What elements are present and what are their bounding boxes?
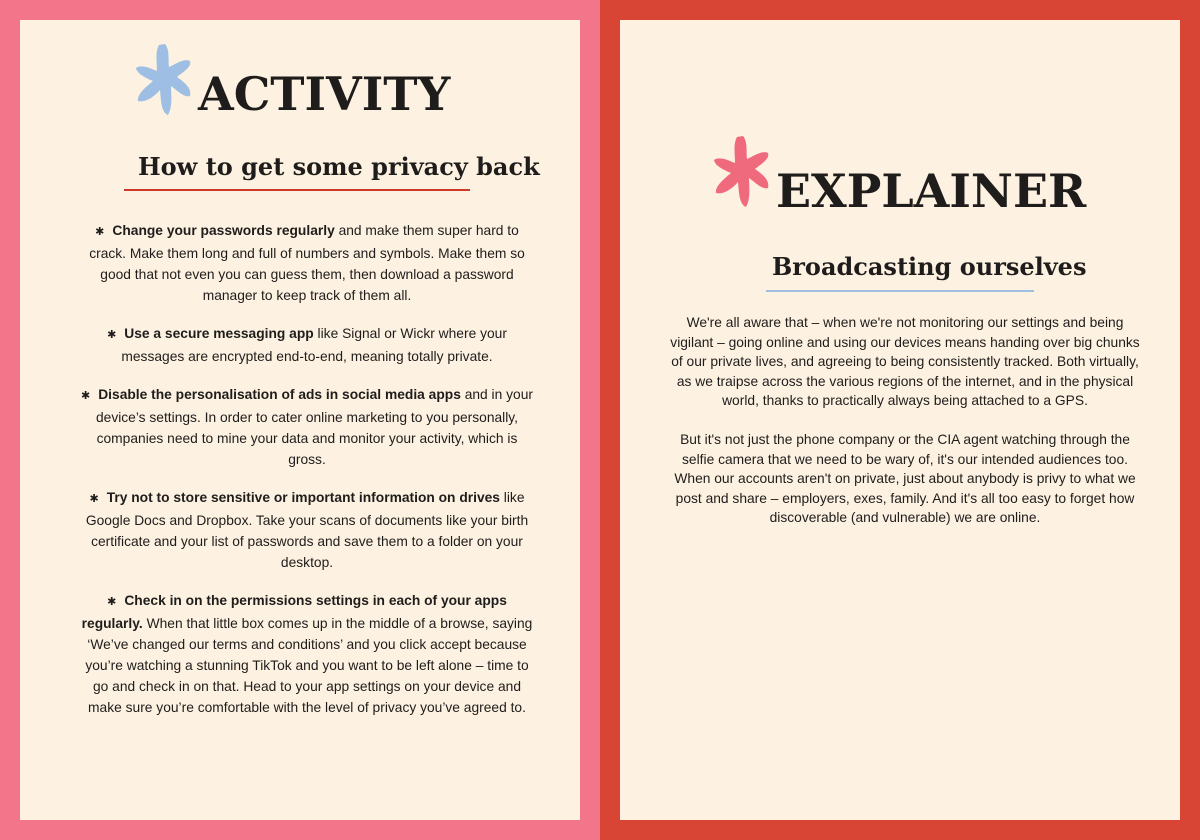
tip-item (80, 487, 534, 573)
activity-subtitle: How to get some privacy back (138, 152, 540, 181)
explainer-card (620, 20, 1180, 820)
bullet-icon: ✱ (95, 226, 105, 238)
tip-text: and make them super hard to crack. Make them long and full of numbers and symbols. Make them so good that not even you can guess them, then download a password manager to keep track of them all. (89, 223, 525, 303)
tips-list (80, 220, 534, 735)
explainer-heading: EXPLAINER (776, 164, 1087, 218)
bullet-icon: ✱ (107, 596, 117, 608)
right-page (600, 0, 1200, 840)
tip-bold: Use a secure messaging app (124, 326, 314, 341)
explainer-subtitle: Broadcasting ourselves (772, 252, 1087, 281)
tip-bold: Check in on the permissions settings in each of your apps regularly. (81, 593, 507, 631)
explainer-paragraph: But it's not just the phone company or the CIA agent watching through the selfie camera that we need to be wary of, it's our intended audiences too. When our accounts aren't on private, just about anybody is privy to what we post and share – employers, exes, family. And it's all too easy to forget how discoverable (and vulnerable) we are online. (674, 431, 1136, 526)
tip-text: like Google Docs and Dropbox. Take your scans of documents like your birth certificate and your list of passwords and save them to a folder on your desktop. (85, 490, 529, 570)
tip-item (80, 384, 534, 470)
bullet-icon: ✱ (107, 329, 117, 341)
tip-text: and in your device’s settings. In order to cater online marketing to you personally, companies need to mine your data and monitor your activity, which is gross. (95, 387, 533, 467)
activity-card (20, 20, 580, 820)
activity-heading: ACTIVITY (198, 67, 451, 121)
activity-subtitle-underline (124, 189, 470, 191)
tip-item (80, 590, 534, 718)
tip-item (80, 323, 534, 367)
star-blue-icon (132, 40, 194, 120)
tip-item (80, 220, 534, 306)
tip-bold: Change your passwords regularly (112, 223, 335, 238)
explainer-subtitle-underline (766, 290, 1034, 292)
star-pink-icon (710, 132, 772, 212)
bullet-icon: ✱ (89, 493, 99, 505)
bullet-icon: ✱ (81, 390, 91, 402)
explainer-body (668, 313, 1142, 547)
tip-bold: Try not to store sensitive or important information on drives (106, 490, 500, 505)
tip-text: When that little box comes up in the middle of a browse, saying ‘We’ve changed our terms and conditions’ and you click accept because you’re watching a stunning TikTok and you want to be left alone – time to go and check in on that. Head to your app settings on your device and make sure you’re comfortable with the level of privacy you’ve agreed to. (85, 616, 533, 715)
explainer-paragraph: We're all aware that – when we're not monitoring our settings and being vigilant – going online and using our devices means handing over big chunks of our private lives, and agreeing to being consistently tracked. Both virtually, as we traipse across the various regions of the internet, and in the physical world, thanks to practically always being attached to a GPS. (670, 315, 1140, 409)
tip-bold: Disable the personalisation of ads in social media apps (98, 387, 461, 402)
tip-text: like Signal or Wickr where your messages are encrypted end-to-end, meaning totally private. (121, 326, 507, 364)
